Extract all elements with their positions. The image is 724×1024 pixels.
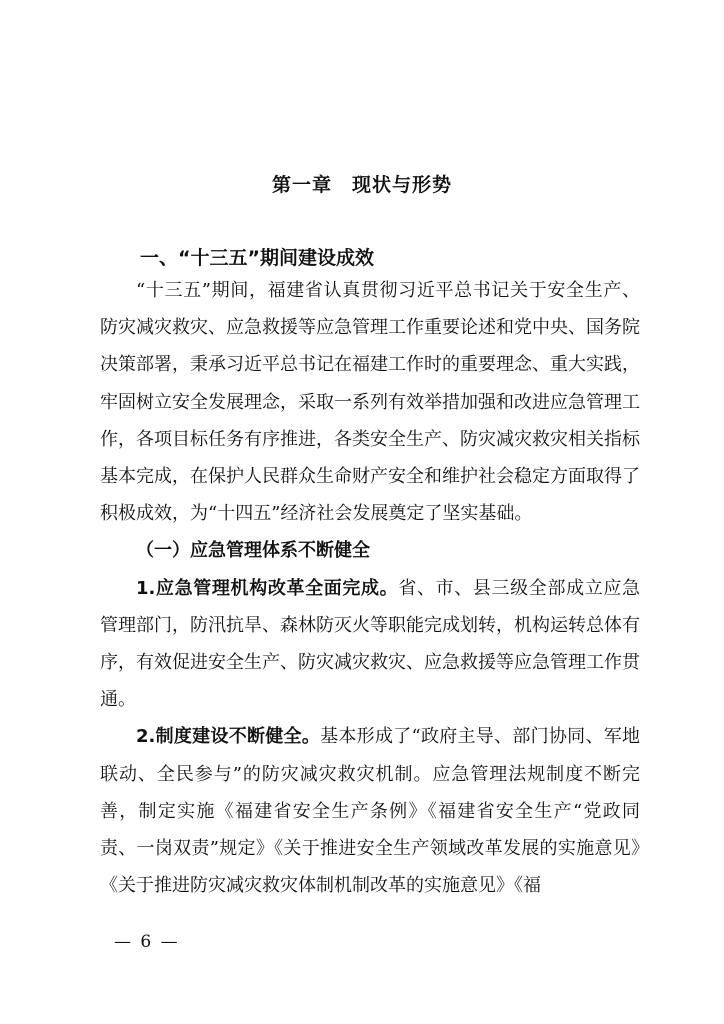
chapter-title: 第一章 现状与形势	[271, 174, 452, 196]
section-heading: 一、“十三五”期间建设成效	[140, 247, 374, 269]
item-1-text: 省、市、县三级全部成立应急管理部门，防汛抗旱、森林防灭火等职能完成划转，机构运转总体有序，有效促进安全生产、防灾减灾救灾、应急救援等应急管理工作贯通。	[100, 577, 640, 711]
item-2-lead: 2.制度建设不断健全。	[136, 726, 321, 748]
item-paragraph-2	[100, 718, 640, 904]
item-2-text: 基本形成了“政府主导、部门协同、军地联动、全民参与”的防灾减灾救灾机制。应急管理法规制度不断完善，制定实施《福建省安全生产条例》《福建省安全生产“党政同责、一岗双责”规定》《关于推进安全生产领域改革发展的实施意见》《关于推进防灾减灾救灾体制机制改革的实施意见》《福	[100, 726, 640, 897]
intro-paragraph: “十三五”期间，福建省认真贯彻习近平总书记关于安全生产、防灾减灾救灾、应急救援等应急管理工作重要论述和党中央、国务院决策部署，秉承习近平总书记在福建工作时的重要理念、重大实践，牢固树立安全发展理念，采取一系列有效举措加强和改进应急管理工作，各项目标任务有序推进，各类安全生产、防灾减灾救灾相关指标基本完成，在保护人民群众生命财产安全和维护社会稳定方面取得了积极成效，为“十四五”经济社会发展奠定了坚实基础。	[100, 280, 640, 525]
item-paragraph-1	[100, 570, 640, 719]
item-1-lead: 1.应急管理机构改革全面完成。	[136, 577, 399, 599]
body-text	[100, 272, 640, 904]
subsection-heading: （一）应急管理体系不断健全	[136, 540, 370, 562]
page-number: — 6 —	[114, 932, 180, 952]
